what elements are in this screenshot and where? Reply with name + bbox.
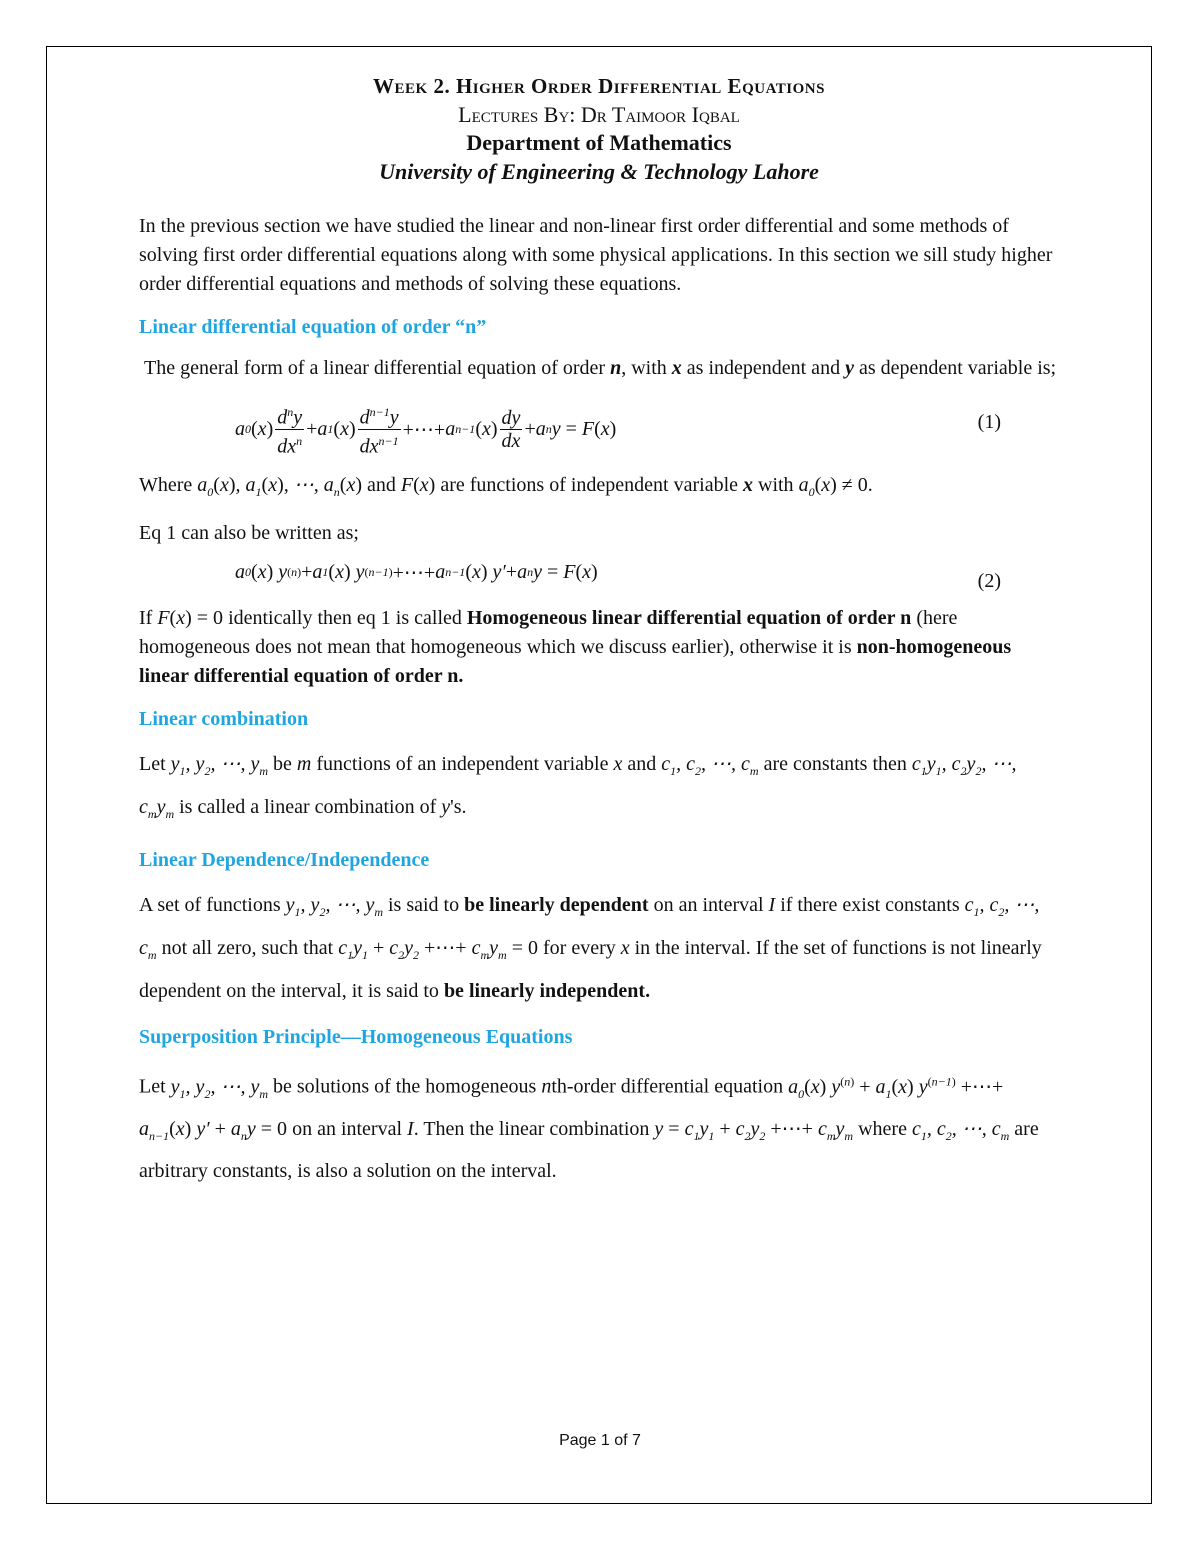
general-form-paragraph: The general form of a linear differential equation of order n, with x as independent and y as dependent variable is; — [144, 357, 1057, 380]
superposition-paragraph: Let $y_1$, $y_2$, ⋯, $y_m$ be solutions of the homogeneous nth-order differential equation $a_0(x) y^{(n)} + a_1(x)$ $y^{(n-1)}$ +⋯+ $a_{n-1}(x) y' + a_ny = 0$ on an interval I. Then the linear combination $y = c_1y_1 + c_2y_2$ +⋯+ $c_my_m$ where $c_1$, $c_2$, ⋯, $c_m$ are arbitrary constants, is also a solution on the interval. — [139, 1074, 1039, 1182]
document-title: Week 2. Higher Order Differential Equations — [373, 74, 825, 98]
equation-1-body: a 0 ( x ) $\frac{d^ny}{dx^n}$ + a 1 ( x ) $\frac{d^{n-1}y}{dx^{n-1}}$ +⋯+ a n−1 ( x ) $\frac{dy}{dx}$ + a n y = F ( x ) — [235, 401, 616, 457]
page-footer: Page 1 of 7 — [559, 1432, 641, 1449]
section-heading-linear-combination: Linear combination — [139, 708, 309, 731]
lecturer-line: Lectures By: Dr Taimoor Iqbal — [458, 101, 740, 127]
where-paragraph: Where $a_0(x)$, $a_1(x)$, ⋯, $a_n(x)$ and F(x) are functions of independent variable x with $a_0(x) \ne 0$. — [139, 474, 873, 500]
document-header — [139, 74, 1059, 186]
eq-alt-intro: Eq 1 can also be written as; — [139, 522, 359, 545]
linear-combination-paragraph: Let $y_1$, $y_2$, ⋯, $y_m$ be m functions of an independent variable x and $c_1$, $c_2$, ⋯, $c_m$ are constants then $c_1y_1$, $c_2y_2$, ⋯, $c_my_m$ is called a linear combination of y's. — [139, 753, 1017, 822]
equation-1-number: (1) — [977, 411, 1001, 434]
equation-2-body: a 0 ( x ) y (n) + a 1 ( x ) y (n−1) +⋯+ a n−1 ( x ) y′ + a n y = F ( x ) — [235, 561, 598, 585]
university-line: University of Engineering & Technology Lahore — [379, 159, 819, 185]
intro-paragraph: In the previous section we have studied the linear and non-linear first order differential and some methods of solving first order differential equations along with some physical applications. In this section we sill study higher order differential equations and methods of solving these equations. — [139, 215, 1053, 296]
document-body — [139, 74, 1059, 1189]
equation-1 — [139, 389, 1059, 459]
department-line: Department of Mathematics — [466, 130, 732, 156]
section-heading-dependence: Linear Dependence/Independence — [139, 849, 430, 872]
section-heading-linear-de: Linear differential equation of order “n” — [139, 316, 487, 339]
dependence-paragraph: A set of functions $y_1$, $y_2$, ⋯, $y_m$ is said to be linearly dependent on an interval I if there exist constants $c_1$, $c_2$, ⋯, $c_m$ not all zero, such that $c_1y_1 + c_2y_2$ +⋯+ $c_my_m = 0$ for every x in the interval. If the set of functions is not linearly dependent on the interval, it is said to be linearly independent. — [139, 894, 1042, 1003]
homogeneous-paragraph: If F(x) = 0 identically then eq 1 is called Homogeneous linear differential equation of order n (here homogeneous does not mean that homogeneous which we discuss earlier), otherwise it is non-homogeneous linear differential equation of order n. — [139, 607, 1012, 688]
equation-2-number: (2) — [977, 570, 1001, 593]
equation-2 — [139, 548, 1059, 604]
section-heading-superposition: Superposition Principle—Homogeneous Equations — [139, 1026, 573, 1049]
